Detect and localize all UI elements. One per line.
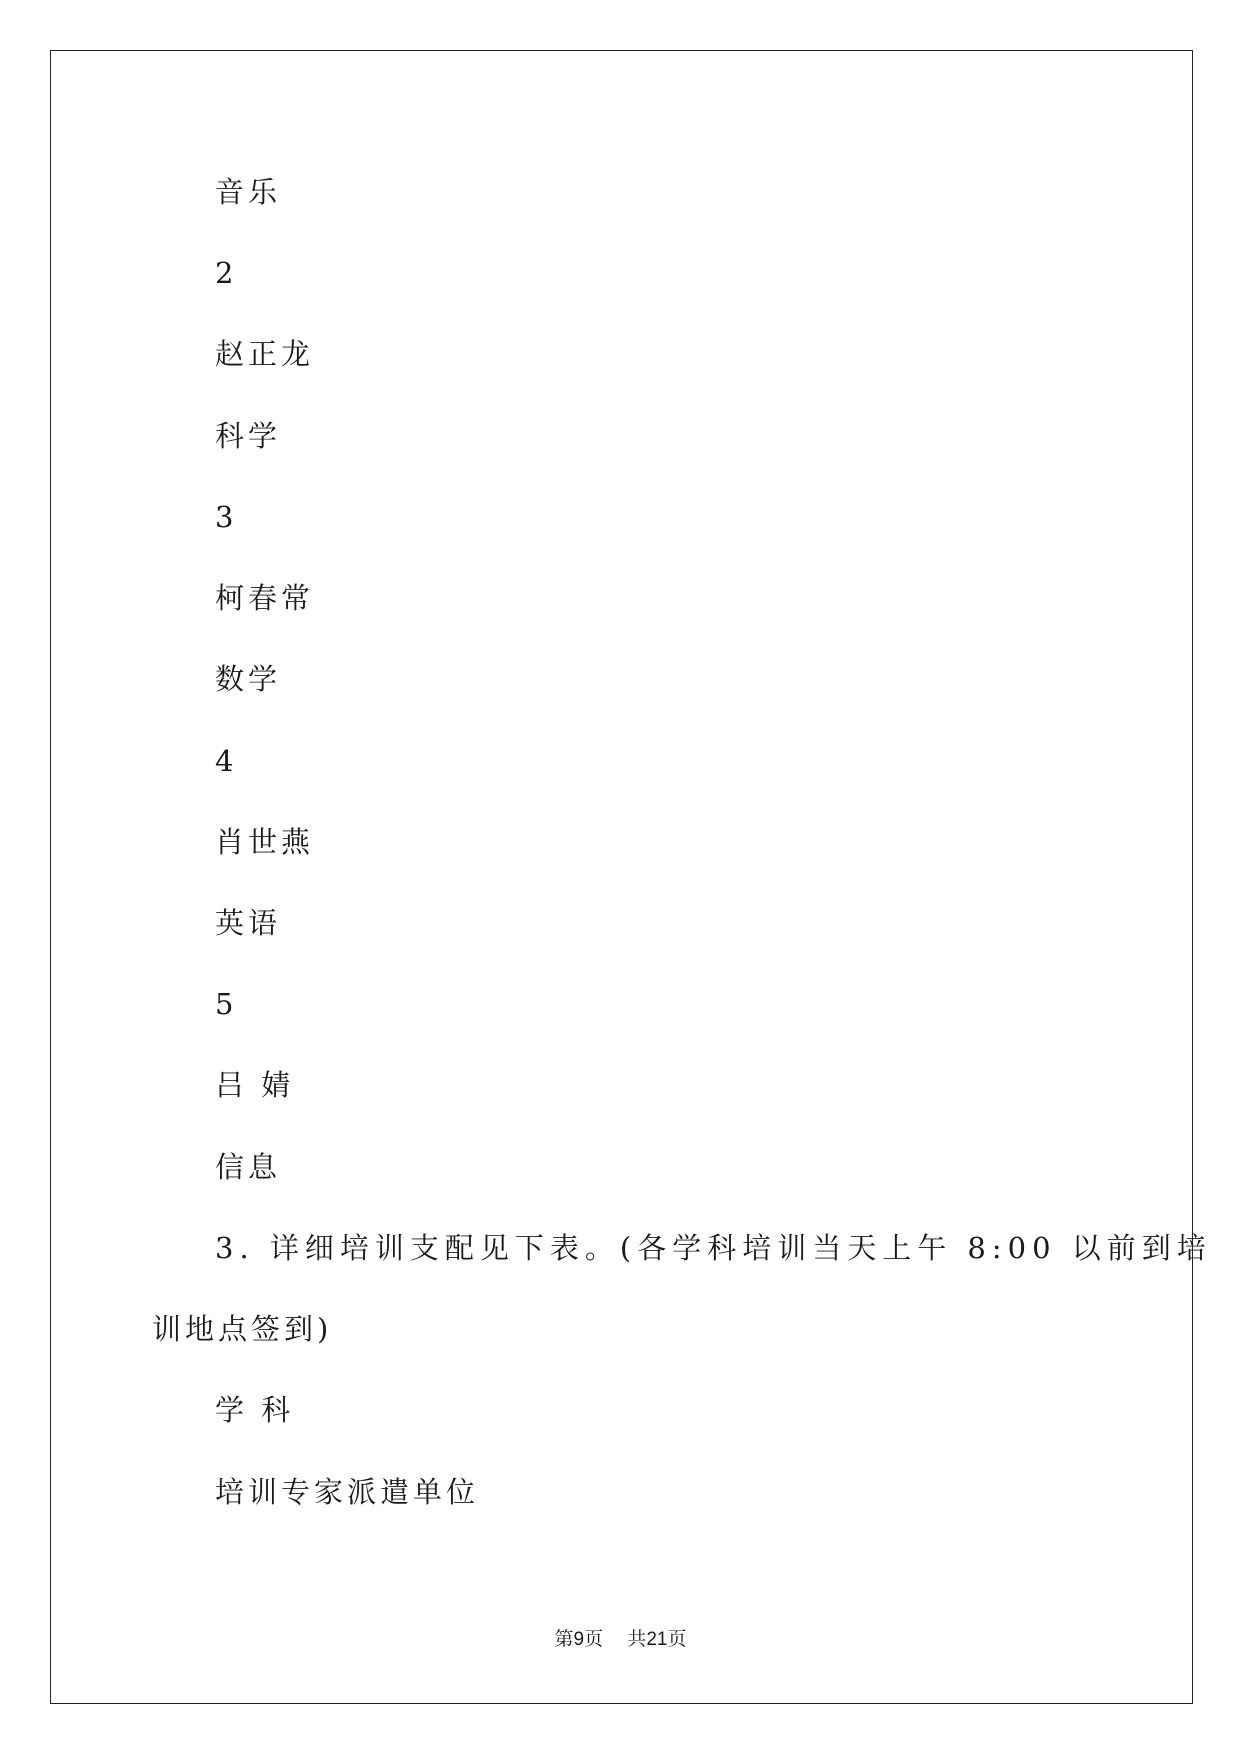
subject-english: 英语 bbox=[215, 906, 282, 940]
subject-math: 数学 bbox=[215, 662, 282, 696]
footer-page-suffix: 页 bbox=[584, 1628, 604, 1650]
row-number-5: 5 bbox=[215, 987, 238, 1021]
page-border bbox=[50, 50, 1193, 1704]
subject-music: 音乐 bbox=[215, 175, 282, 209]
subject-information: 信息 bbox=[215, 1150, 282, 1184]
subject-science: 科学 bbox=[215, 419, 282, 453]
teacher-name: 吕 婧 bbox=[215, 1068, 295, 1102]
paragraph-continuation: 训地点签到) bbox=[152, 1312, 333, 1346]
page-footer bbox=[0, 1627, 1241, 1652]
page-number: 9 bbox=[573, 1629, 585, 1650]
total-pages: 21 bbox=[646, 1629, 668, 1650]
row-number-4: 4 bbox=[215, 744, 238, 778]
paragraph-training-schedule: 3. 详细培训支配见下表。(各学科培训当天上午 8:00 以前到培 bbox=[215, 1231, 1212, 1265]
teacher-name: 赵正龙 bbox=[215, 337, 315, 371]
teacher-name: 柯春常 bbox=[215, 581, 315, 615]
footer-prefix: 第 bbox=[554, 1628, 574, 1650]
table-header-subject: 学 科 bbox=[215, 1393, 295, 1427]
row-number-2: 2 bbox=[215, 256, 238, 290]
table-header-dispatch-unit: 培训专家派遣单位 bbox=[215, 1475, 480, 1509]
row-number-3: 3 bbox=[215, 500, 238, 534]
teacher-name: 肖世燕 bbox=[215, 825, 315, 859]
footer-total-suffix: 页 bbox=[667, 1628, 687, 1650]
footer-total-prefix: 共 bbox=[627, 1628, 647, 1650]
